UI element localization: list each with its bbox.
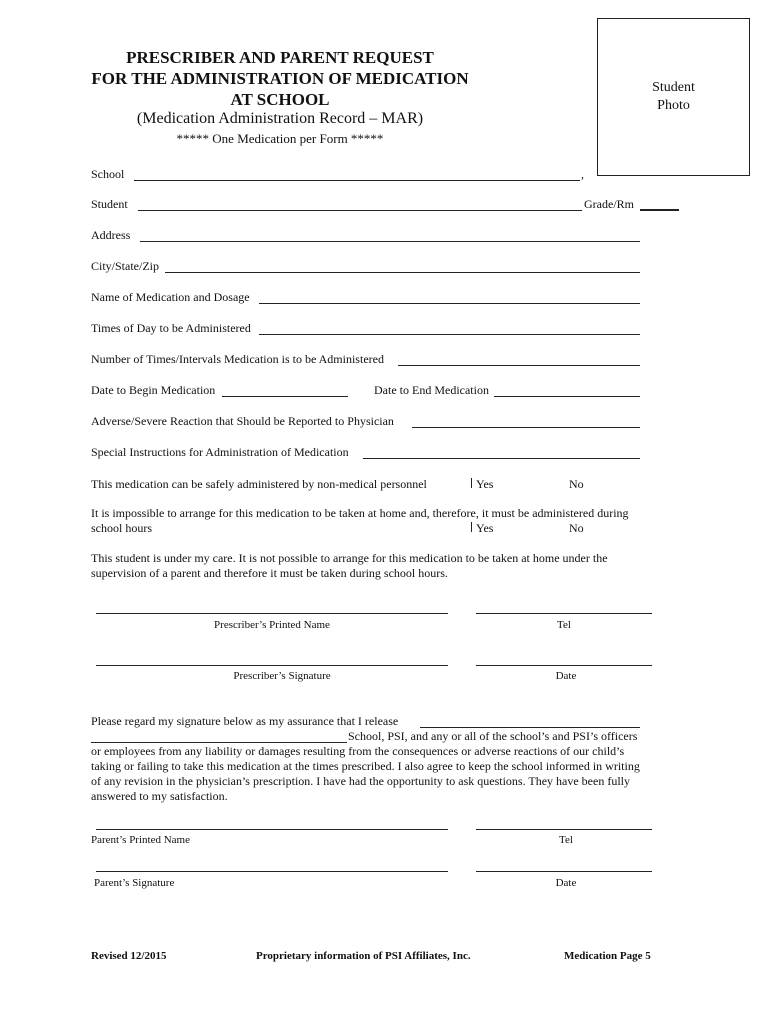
yes-option[interactable]: Yes [476, 477, 494, 491]
yes-option[interactable]: Yes [476, 521, 494, 535]
home-administration-question-line-2: school hours [91, 521, 152, 535]
parent-tel-field[interactable] [476, 829, 652, 830]
address-field[interactable] [140, 241, 640, 242]
release-line-5: of any revision in the physician’s prescription. I have had the opportunity to ask questions. They have been fully [91, 774, 630, 788]
prescriber-tel-field[interactable] [476, 613, 652, 614]
parent-printed-name-label: Parent’s Printed Name [91, 834, 190, 846]
prescriber-date-label: Date [555, 670, 577, 682]
grade-room-label: Grade/Rm [584, 197, 634, 211]
release-line-3: or employees from any liability or damages resulting from the consequences or adverse reactions of our child’s [91, 744, 625, 758]
times-of-day-field[interactable] [259, 334, 640, 335]
no-option[interactable]: No [569, 477, 584, 491]
care-statement-line-1: This student is under my care. It is not possible to arrange for this medication to be taken at home under the [91, 551, 608, 565]
prescriber-printed-name-label: Prescriber’s Printed Name [214, 619, 330, 631]
school-name-release-field[interactable] [91, 742, 347, 743]
home-administration-question-line-1: It is impossible to arrange for this medication to be taken at home and, therefore, it must be administered during [91, 506, 629, 520]
parent-date-field[interactable] [476, 871, 652, 872]
parent-signature-field[interactable] [96, 871, 448, 872]
school-field[interactable] [134, 180, 580, 181]
parent-printed-name-field[interactable] [96, 829, 448, 830]
non-medical-personnel-question: This medication can be safely administered by non-medical personnel [91, 477, 427, 491]
parent-signature-label: Parent’s Signature [94, 877, 175, 889]
form-title-line-2: FOR THE ADMINISTRATION OF MEDICATION [91, 69, 469, 88]
prescriber-signature-label: Prescriber’s Signature [233, 670, 331, 682]
checkbox-yes-mark[interactable] [471, 522, 473, 532]
care-statement-line-2: supervision of a parent and therefore it must be taken during school hours. [91, 566, 448, 580]
school-field-comma: , [581, 167, 584, 181]
revision-date: Revised 12/2015 [91, 950, 167, 962]
student-label: Student [91, 197, 128, 211]
page-number: Medication Page 5 [564, 950, 651, 962]
city-state-zip-label: City/State/Zip [91, 259, 159, 273]
student-photo-box[interactable] [597, 18, 750, 176]
end-date-field[interactable] [494, 396, 640, 397]
release-line-2: School, PSI, and any or all of the school’s and PSI’s officers [348, 729, 638, 743]
one-medication-note: ***** One Medication per Form ***** [176, 131, 384, 146]
intervals-field[interactable] [398, 365, 640, 366]
release-line-6: answered to my satisfaction. [91, 789, 228, 803]
medication-dosage-field[interactable] [259, 303, 640, 304]
no-option[interactable]: No [569, 521, 584, 535]
form-title-line-1: PRESCRIBER AND PARENT REQUEST [126, 48, 434, 67]
prescriber-signature-field[interactable] [96, 665, 448, 666]
adverse-reaction-label: Adverse/Severe Reaction that Should be Reported to Physician [91, 414, 394, 428]
prescriber-date-field[interactable] [476, 665, 652, 666]
special-instructions-field[interactable] [363, 458, 640, 459]
grade-room-field[interactable] [640, 209, 679, 211]
intervals-label: Number of Times/Intervals Medication is to be Administered [91, 352, 384, 366]
city-state-zip-field[interactable] [165, 272, 640, 273]
proprietary-notice: Proprietary information of PSI Affiliates, Inc. [256, 950, 471, 962]
adverse-reaction-field[interactable] [412, 427, 640, 428]
release-line-1: Please regard my signature below as my assurance that I release [91, 714, 399, 728]
student-field[interactable] [138, 210, 582, 211]
special-instructions-label: Special Instructions for Administration of Medication [91, 445, 349, 459]
release-line-4: taking or failing to take this medication at the times prescribed. I also agree to keep the school informed in writing [91, 759, 640, 773]
times-of-day-label: Times of Day to be Administered [91, 321, 251, 335]
form-title-line-3: AT SCHOOL [230, 90, 330, 109]
school-label: School [91, 167, 125, 181]
form-subtitle: (Medication Administration Record – MAR) [136, 110, 424, 127]
address-label: Address [91, 228, 131, 242]
released-party-field[interactable] [420, 727, 640, 728]
begin-date-label: Date to Begin Medication [91, 383, 216, 397]
medication-dosage-label: Name of Medication and Dosage [91, 290, 250, 304]
checkbox-yes-mark[interactable] [471, 478, 473, 488]
end-date-label: Date to End Medication [374, 383, 489, 397]
parent-date-label: Date [555, 877, 577, 889]
begin-date-field[interactable] [222, 396, 348, 397]
prescriber-tel-label: Tel [557, 619, 571, 631]
prescriber-printed-name-field[interactable] [96, 613, 448, 614]
parent-tel-label: Tel [559, 834, 573, 846]
student-photo-label: Student Photo [652, 80, 695, 113]
